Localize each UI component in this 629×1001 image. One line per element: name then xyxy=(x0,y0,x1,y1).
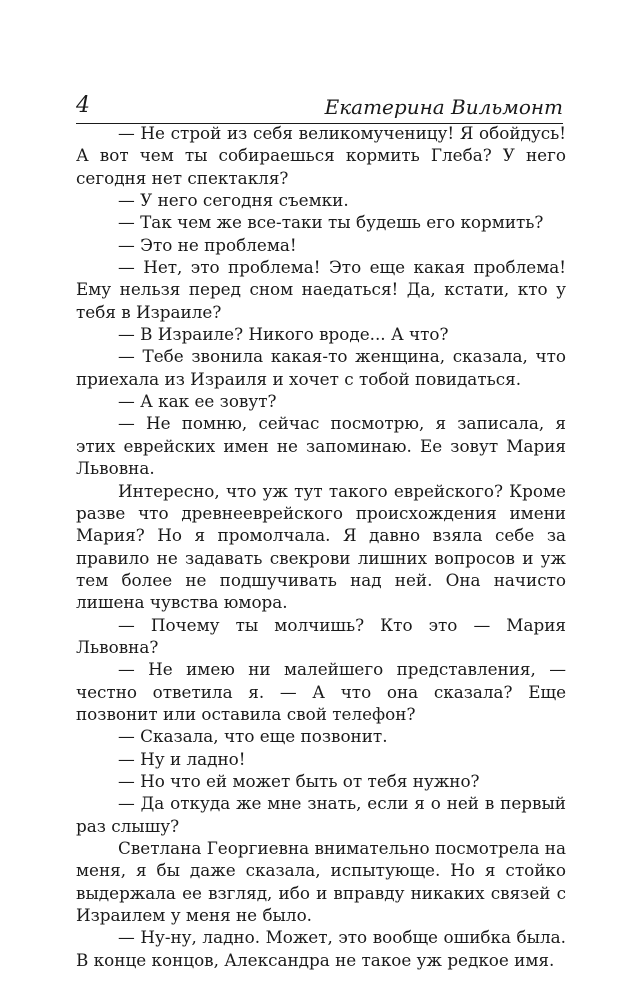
paragraph: — Это не проблема! xyxy=(118,234,297,255)
paragraph: — Нет, это проблема! Это еще какая проблема! Ему нельзя перед сном наедаться! Да, кстати, кто у тебя в Израиле? xyxy=(76,257,566,322)
paragraph: — Не имею ни малейшего представления, — честно ответила я. — А что она сказала? Еще позвонит или оставила свой телефон? xyxy=(76,659,566,724)
paragraph: — Ну и ладно! xyxy=(118,748,246,769)
paragraph: Интересно, что уж тут такого еврейского? Кроме разве что древнееврейского происхождения имени Мария? Но я промолчала. Я давно взяла себе за правило не задавать свекрови лишних вопросов и уж тем более не подшучивать над ней. Она начисто лишена чувства юмора. xyxy=(76,480,566,613)
body-text xyxy=(76,122,566,971)
running-header xyxy=(76,88,563,124)
paragraph: — Ну-ну, ладно. Может, это вообще ошибка была. В конце концов, Александра не такое уж редкое имя. xyxy=(76,927,566,970)
paragraph: — Тебе звонила какая-то женщина, сказала, что приехала из Израиля и хочет с тобой повидаться. xyxy=(76,346,566,389)
paragraph: — Не строй из себя великомученицу! Я обойдусь! А вот чем ты собираешься кормить Глеба? У него сегодня нет спектакля? xyxy=(76,123,566,188)
paragraph: Светлана Георгиевна внимательно посмотрела на меня, я бы даже сказала, испытующе. Но я стойко выдержала ее взгляд, ибо и вправду никаких связей с Израилем у меня не было. xyxy=(76,838,566,926)
paragraph: — Так чем же все-таки ты будешь его кормить? xyxy=(118,212,544,233)
paragraph: — Не помню, сейчас посмотрю, я записала, я этих еврейских имен не запоминаю. Ее зовут Мария Львовна. xyxy=(76,413,566,479)
paragraph: — А как ее зовут? xyxy=(118,391,277,412)
paragraph: — Почему ты молчишь? Кто это — Мария Львовна? xyxy=(76,614,566,657)
paragraph: — В Израиле? Никого вроде... А что? xyxy=(118,324,449,345)
page-number: 4 xyxy=(76,93,90,118)
paragraph: — Да откуда же мне знать, если я о ней в первый раз слышу? xyxy=(76,793,566,836)
running-title: Екатерина Вильмонт xyxy=(324,95,563,119)
paragraph: — Но что ей может быть от тебя нужно? xyxy=(118,770,480,791)
paragraph: — Сказала, что еще позвонит. xyxy=(118,726,388,747)
paragraph: — У него сегодня съемки. xyxy=(118,190,349,211)
